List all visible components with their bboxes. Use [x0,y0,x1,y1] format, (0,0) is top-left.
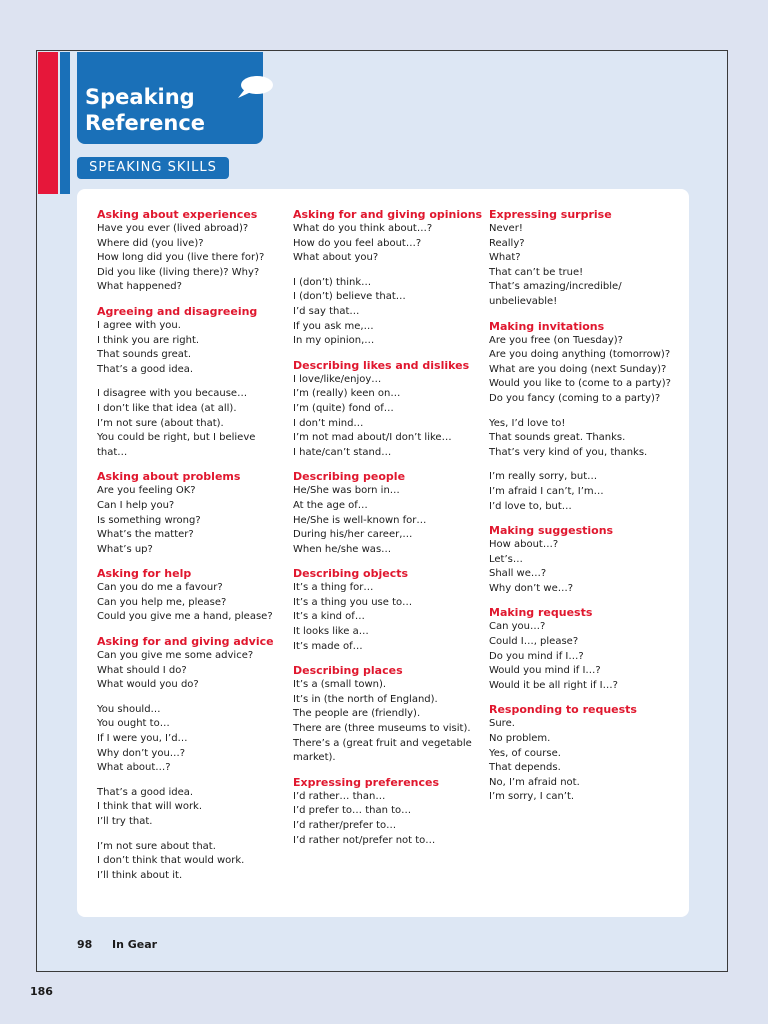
phrase-line: It’s a thing you use to… [293,596,413,608]
phrase-line: Can you give me some advice? [97,650,254,662]
phrase-line: That sounds great. Thanks. [489,432,626,444]
phrase-line: Would you like to (come to a party)? [489,378,671,390]
phrase-line: I’m afraid I can’t, I’m… [489,485,604,497]
phrase-line: I’d rather/prefer to… [293,820,397,831]
phrase-line: It’s a (small town). [293,679,387,691]
section-heading: Describing places [293,664,403,678]
phrase-line: I agree with you. [97,319,181,331]
phrase-line: I don’t like that idea (at all). [97,402,237,414]
phrase-gap [293,266,483,276]
phrase-line: No, I’m afraid not. [489,776,580,788]
phrase-line: It’s made of… [293,640,363,652]
phrase-line: Really? [489,237,525,249]
phrase-line: I’ll think about it. [97,869,183,881]
phrase-line: I’m (really) keen on… [293,388,401,400]
phrase-line: That’s amazing/incredible/ [489,281,622,293]
phrase-line: Can you do me a favour? [97,582,223,594]
phrase-line: I’m really sorry, but… [489,471,598,483]
phrase-line: Why don’t we…? [489,582,574,594]
phrase-gap [97,776,287,786]
phrase-section [97,469,287,557]
phrase-line: Can I help you? [97,499,175,511]
phrase-line: I’d rather… than… [293,790,386,802]
section-label: SPEAKING SKILLS [77,157,229,179]
phrase-section [97,207,287,295]
phrase-gap [97,693,287,703]
phrase-section [489,702,679,805]
phrase-section [293,469,483,557]
phrase-line: What should I do? [97,664,187,676]
speech-bubble-icon [235,74,275,100]
phrase-line: That can’t be true! [489,266,584,278]
phrase-line: How long did you (live there for)? [97,252,265,264]
phrase-line: unbelievable! [489,295,558,307]
phrase-line: That’s very kind of you, thanks. [489,446,648,458]
phrase-line: Are you feeling OK? [97,485,196,497]
phrase-line: I’m not mad about/I don’t like… [293,432,452,444]
phrase-section [97,566,287,625]
phrase-line: Let’s… [489,553,523,565]
phrase-section [97,304,287,460]
phrase-line: When he/she was… [293,543,392,555]
phrase-line: What do you think about…? [293,223,433,234]
phrase-gap [489,460,679,470]
section-heading: Asking about experiences [97,208,258,221]
phrase-line: Did you like (living there)? Why? [97,266,260,278]
phrase-line: Are you doing anything (tomorrow)? [489,349,671,361]
phrase-line: I’m not sure (about that). [97,417,224,429]
phrase-line: He/She is well-known for… [293,514,427,526]
section-heading: Making requests [489,606,593,620]
column-3 [489,207,679,814]
phrase-line: That depends. [489,762,561,774]
phrase-line: Have you ever (lived abroad)? [97,223,249,234]
phrase-line: It’s a kind of… [293,611,365,623]
phrase-line: There are (three museums to visit). [293,723,471,735]
phrase-line: It’s in (the north of England). [293,693,438,705]
blue-accent-bar [60,52,70,194]
phrase-section [293,775,483,848]
phrase-line: It looks like a… [293,626,369,638]
phrase-line: Where did (you live)? [97,237,204,249]
column-1 [97,207,287,892]
page-title: Speaking Reference [85,85,206,135]
column-2 [293,207,483,857]
footer-book-title: In Gear [112,938,158,951]
phrase-section [97,634,287,883]
footer [77,938,157,951]
phrase-line: Can you…? [489,621,546,633]
phrase-line: If I were you, I’d… [97,733,188,745]
phrase-line: I’ll try that. [97,816,153,827]
phrase-line: Can you help me, please? [97,596,227,608]
phrase-line: Do you mind if I…? [489,650,584,662]
phrase-line: I think you are right. [97,334,200,346]
phrase-line: That’s a good idea. [97,363,194,375]
phrase-line: market). [293,752,336,764]
phrase-line: What are you doing (next Sunday)? [489,363,667,375]
phrase-line: What’s the matter? [97,529,194,541]
phrase-line: That’s a good idea. [97,786,194,798]
footer-page-number: 98 [77,938,93,951]
phrase-line: Sure. [489,718,515,730]
phrase-line: What? [489,252,521,264]
phrase-line: I’m sorry, I can’t. [489,791,575,803]
phrase-line: What would you do? [97,679,199,691]
phrase-line: Shall we…? [489,568,547,580]
section-heading: Responding to requests [489,703,637,717]
phrase-line: You ought to… [97,718,170,730]
section-heading: Expressing preferences [293,775,440,789]
phrase-line: That sounds great. [97,349,192,361]
section-heading: Asking about problems [97,470,241,484]
phrase-line: Is something wrong? [97,514,201,526]
content-panel [77,189,689,917]
phrase-line: Why don’t you…? [97,747,186,759]
phrase-line: He/She was born in… [293,485,400,497]
phrase-line: Are you free (on Tuesday)? [489,334,623,346]
phrase-line: Do you fancy (coming to a party)? [489,392,661,404]
phrase-line: I’d rather not/prefer not to… [293,834,436,846]
phrase-section [293,663,483,766]
phrase-gap [97,830,287,840]
phrase-line: At the age of… [293,499,368,511]
phrase-section [293,358,483,461]
phrase-line: I don’t think that would work. [97,855,245,867]
phrase-line: Could I…, please? [489,636,579,648]
phrase-line: If you ask me,… [293,320,374,332]
phrase-line: I (don’t) think… [293,276,372,288]
phrase-gap [97,377,287,387]
phrase-line: You should… [97,703,161,715]
section-heading: Asking for and giving opinions [293,208,483,221]
section-heading: Expressing surprise [489,208,612,221]
phrase-line: What about you? [293,252,379,264]
section-heading: Asking for help [97,567,192,581]
phrase-line: Never! [489,223,523,234]
phrase-section [489,319,679,515]
phrase-line: How do you feel about…? [293,237,422,249]
phrase-line: I (don’t) believe that… [293,291,406,303]
phrase-section [489,605,679,693]
phrase-line: Yes, I’d love to! [489,417,566,429]
phrase-line: I love/like/enjoy… [293,373,382,385]
section-heading: Making invitations [489,319,605,333]
phrase-line: The people are (friendly). [293,708,421,720]
red-accent-bar [38,52,58,194]
phrase-line: I don’t mind… [293,417,364,429]
phrase-line: How about…? [489,539,559,551]
phrase-line: No problem. [489,733,551,745]
phrase-line: During his/her career,… [293,529,413,541]
page-frame [36,50,728,972]
phrase-section [489,523,679,596]
phrase-line: Could you give me a hand, please? [97,611,273,623]
phrase-line: You could be right, but I believe [97,432,256,444]
phrase-gap [489,407,679,417]
section-heading: Asking for and giving advice [97,635,274,649]
section-heading: Describing people [293,470,406,484]
phrase-section [489,207,679,310]
section-heading: Agreeing and disagreeing [97,304,258,318]
phrase-line: I disagree with you because… [97,388,248,400]
phrase-line: I think that will work. [97,801,203,813]
phrase-line: Yes, of course. [489,747,561,759]
phrase-line: Would it be all right if I…? [489,679,618,691]
phrase-line: What happened? [97,281,182,293]
phrase-section [293,207,483,349]
title-box [77,52,263,144]
phrase-line: I’d prefer to… than to… [293,805,412,817]
phrase-line: There’s a (great fruit and vegetable [293,737,472,749]
section-heading: Describing objects [293,567,409,581]
phrase-section [293,566,483,654]
section-heading: Making suggestions [489,524,614,538]
outer-page-number: 186 [30,985,53,998]
phrase-line: It’s a thing for… [293,582,374,594]
phrase-line: that… [97,446,128,458]
section-heading: Describing likes and dislikes [293,358,470,372]
phrase-line: I’d love to, but… [489,500,572,512]
phrase-line: In my opinion,… [293,335,375,347]
phrase-line: I’m (quite) fond of… [293,402,394,414]
phrase-line: I hate/can’t stand… [293,446,392,458]
phrase-line: What about…? [97,762,171,774]
phrase-line: I’m not sure about that. [97,840,216,852]
phrase-line: What’s up? [97,543,153,555]
phrase-line: I’d say that… [293,305,360,317]
phrase-line: Would you mind if I…? [489,665,601,677]
